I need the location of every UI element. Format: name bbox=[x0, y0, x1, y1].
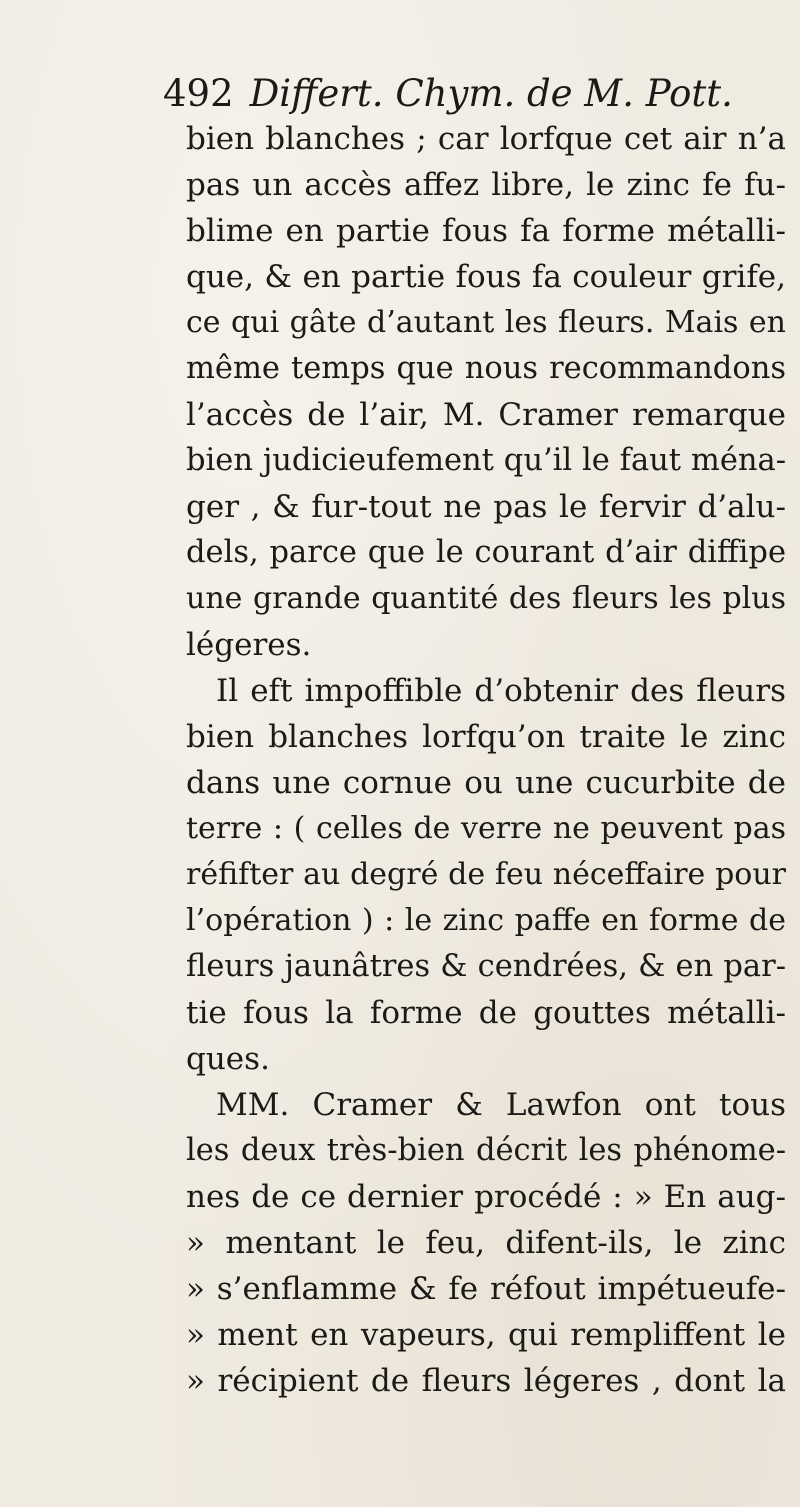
page-number: 492 bbox=[163, 72, 234, 115]
body-text bbox=[186, 116, 786, 1404]
running-title: Differt. Chym. de M. Pott. bbox=[249, 72, 733, 115]
text-line: pas un accès affez libre, le zinc fe fu- bbox=[186, 167, 786, 203]
text-line: l’opération ) : le zinc paffe en forme de bbox=[186, 903, 786, 938]
text-line: ger , & fur-tout ne pas le fervir d’alu- bbox=[186, 489, 786, 525]
text-line: nes de ce dernier procédé : » En aug- bbox=[186, 1179, 786, 1215]
text-line: même temps que nous recommandons bbox=[186, 351, 786, 386]
text-line: ce qui gâte d’autant les fleurs. Mais en bbox=[186, 305, 786, 340]
text-line: MM. Cramer & Lawfon ont tous bbox=[216, 1087, 786, 1123]
text-line: l’accès de l’air, M. Cramer remarque bbox=[186, 397, 786, 433]
text-line: tie fous la forme de gouttes métalli- bbox=[186, 995, 786, 1031]
text-line: les deux très-bien décrit les phénome- bbox=[186, 1133, 786, 1168]
text-line: » récipient de fleurs légeres , dont la bbox=[186, 1363, 786, 1399]
running-header bbox=[163, 66, 733, 122]
text-line: ques. bbox=[186, 1041, 270, 1077]
text-line: fleurs jaunâtres & cendrées, & en par- bbox=[186, 949, 786, 984]
text-line: » s’enflamme & fe réfout impétueufe- bbox=[186, 1271, 786, 1307]
text-line: réfifter au degré de feu néceffaire pour bbox=[186, 857, 786, 892]
text-line: légeres. bbox=[186, 627, 312, 663]
text-line: Il eft impoffible d’obtenir des fleurs bbox=[216, 673, 786, 709]
text-line: » ment en vapeurs, qui rempliffent le bbox=[186, 1317, 786, 1353]
text-line: bien judicieufement qu’il le faut ména- bbox=[186, 443, 786, 478]
text-line: » mentant le feu, difent-ils, le zinc bbox=[186, 1225, 786, 1261]
text-line: blime en partie fous fa forme métalli- bbox=[186, 213, 786, 249]
text-line: bien blanches ; car lorfque cet air n’a bbox=[186, 121, 786, 157]
text-line: dans une cornue ou une cucurbite de bbox=[186, 765, 786, 801]
text-line: bien blanches lorfqu’on traite le zinc bbox=[186, 719, 786, 755]
text-line: dels, parce que le courant d’air diffipe bbox=[186, 535, 786, 570]
text-line: que, & en partie fous fa couleur grife, bbox=[186, 259, 786, 295]
text-line: terre : ( celles de verre ne peuvent pas bbox=[186, 811, 786, 846]
text-line: une grande quantité des fleurs les plus bbox=[186, 581, 786, 616]
